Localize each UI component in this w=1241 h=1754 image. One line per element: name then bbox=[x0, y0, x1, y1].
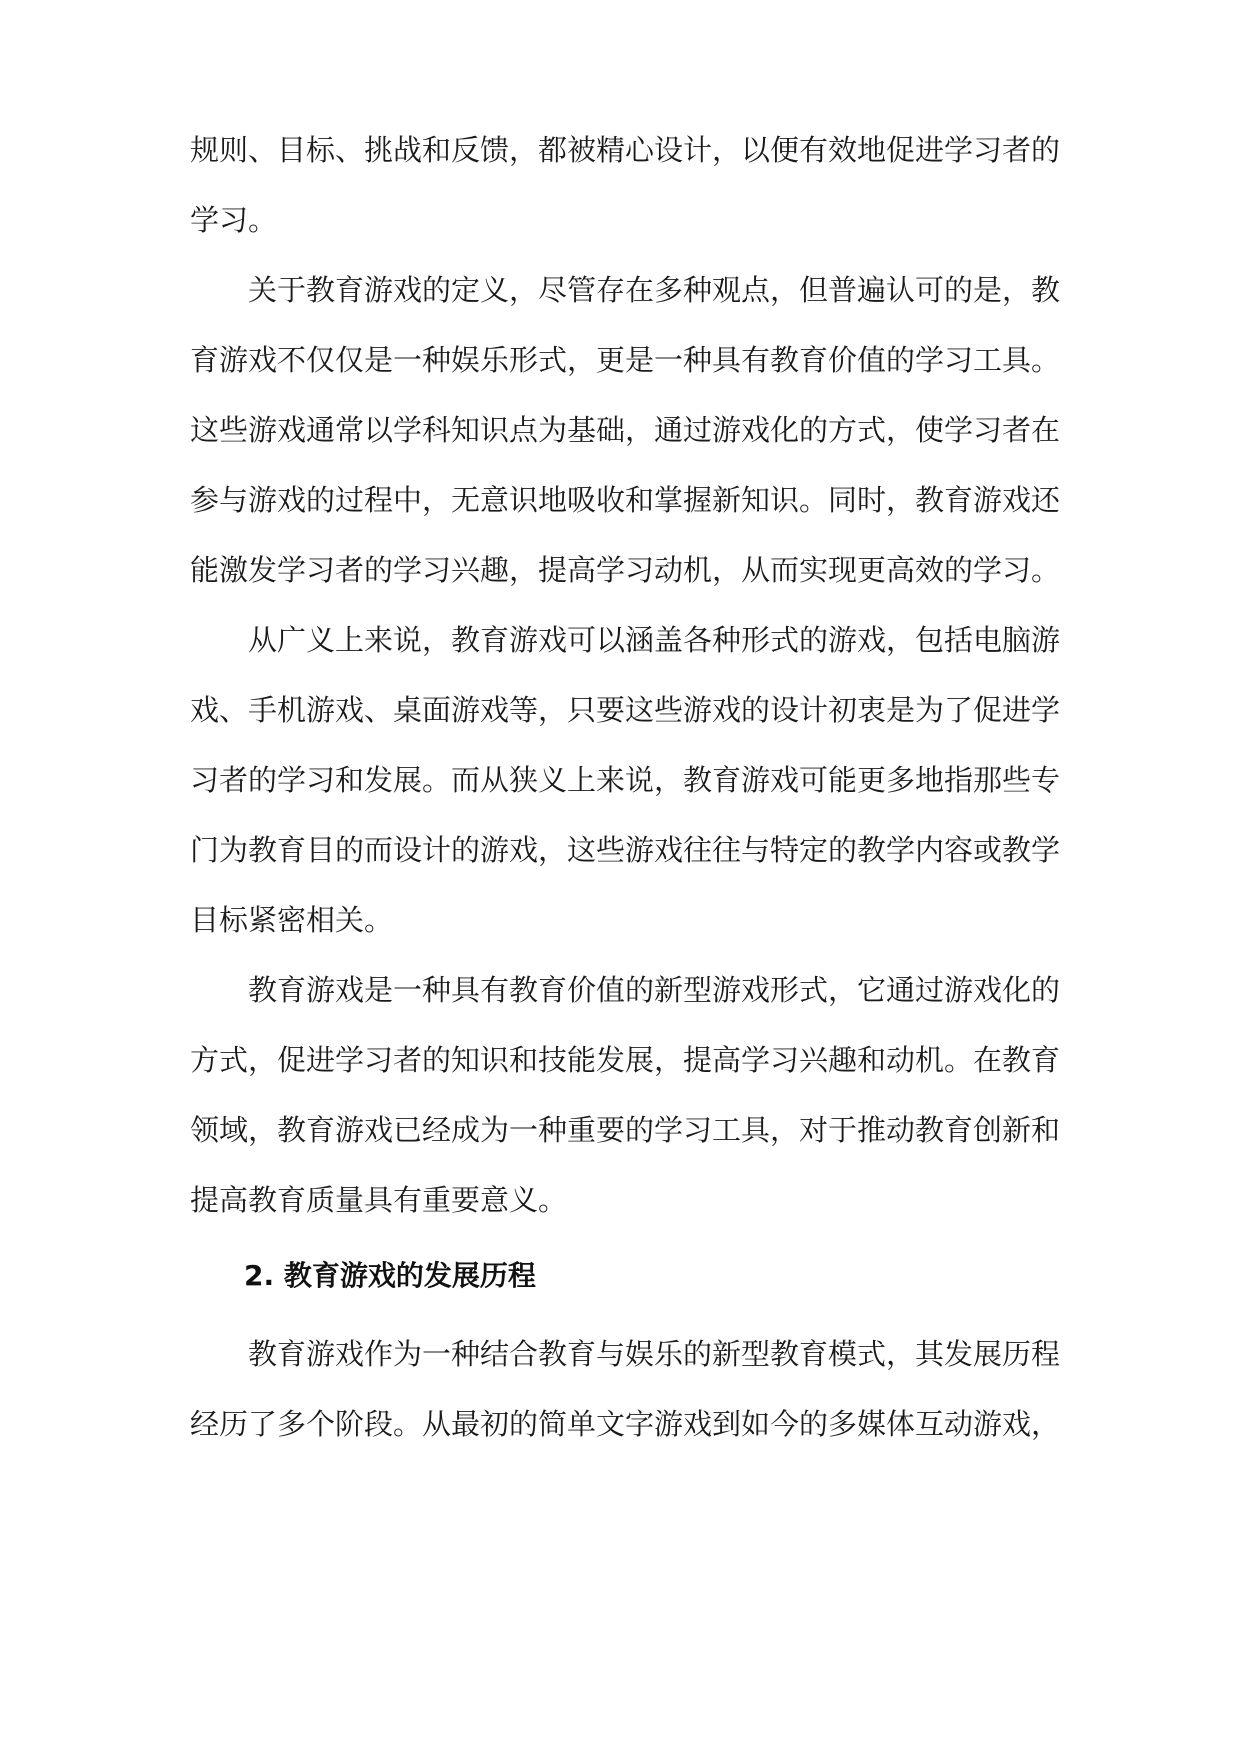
paragraph-line: 这些游戏通常以学科知识点为基础，通过游戏化的方式，使学习者在 bbox=[190, 413, 1061, 447]
paragraph-line: 领域，教育游戏已经成为一种重要的学习工具，对于推动教育创新和 bbox=[190, 1113, 1061, 1147]
paragraph-line: 从广义上来说，教育游戏可以涵盖各种形式的游戏，包括电脑游 bbox=[248, 623, 1061, 657]
paragraph-line: 方式，促进学习者的知识和技能发展，提高学习兴趣和动机。在教育 bbox=[190, 1043, 1061, 1077]
paragraph-line: 目标紧密相关。 bbox=[190, 903, 394, 937]
paragraph-line: 教育游戏作为一种结合教育与娱乐的新型教育模式，其发展历程 bbox=[248, 1337, 1061, 1371]
paragraph-line: 习者的学习和发展。而从狭义上来说，教育游戏可能更多地指那些专 bbox=[190, 763, 1061, 797]
paragraph-line: 门为教育目的而设计的游戏，这些游戏往往与特定的教学内容或教学 bbox=[190, 833, 1061, 867]
paragraph-line: 规则、目标、挑战和反馈，都被精心设计，以便有效地促进学习者的 bbox=[190, 133, 1061, 167]
paragraph-line: 提高教育质量具有重要意义。 bbox=[190, 1183, 568, 1217]
paragraph-line: 育游戏不仅仅是一种娱乐形式，更是一种具有教育价值的学习工具。 bbox=[190, 343, 1061, 377]
paragraph-line: 参与游戏的过程中，无意识地吸收和掌握新知识。同时，教育游戏还 bbox=[190, 483, 1061, 517]
paragraph-line: 教育游戏是一种具有教育价值的新型游戏形式，它通过游戏化的 bbox=[248, 973, 1061, 1007]
paragraph-line: 能激发学习者的学习兴趣，提高学习动机，从而实现更高效的学习。 bbox=[190, 553, 1061, 587]
paragraph-line: 关于教育游戏的定义，尽管存在多种观点，但普遍认可的是，教 bbox=[248, 273, 1061, 307]
section-heading: 2. 教育游戏的发展历程 bbox=[244, 1259, 536, 1292]
paragraph-line: 戏、手机游戏、桌面游戏等，只要这些游戏的设计初衷是为了促进学 bbox=[190, 693, 1061, 727]
paragraph-line: 学习。 bbox=[190, 203, 278, 237]
paragraph-line: 经历了多个阶段。从最初的简单文字游戏到如今的多媒体互动游戏， bbox=[190, 1407, 1061, 1441]
